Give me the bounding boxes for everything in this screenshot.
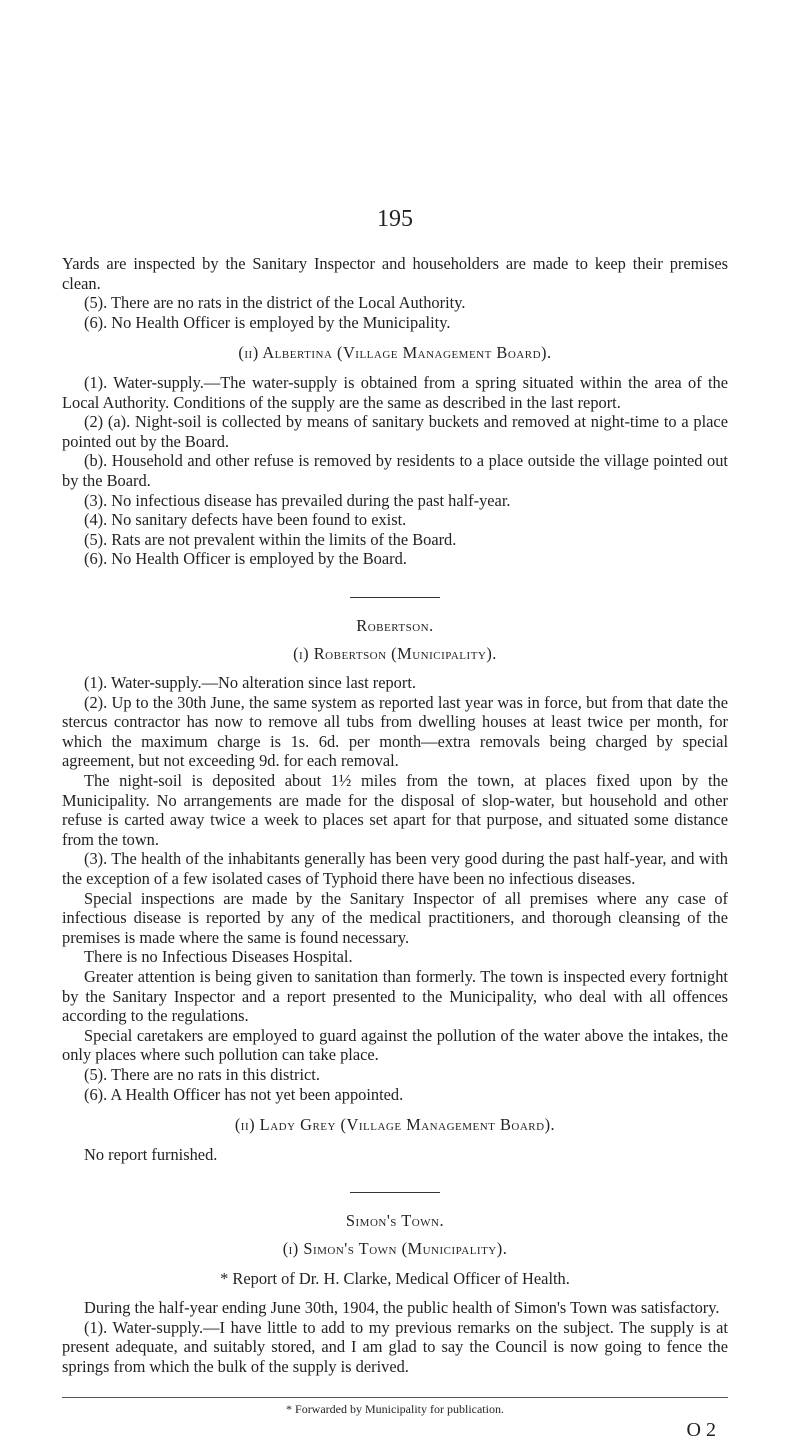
paragraph: (1). Water-supply.—The water-supply is obtained from a spring situated within the area of the Local Authority. Conditions of the supply are the same as described in the last report. [62,372,728,412]
town-heading-robertson: Robertson. [356,615,434,635]
section-heading-lady-grey: (ii) Lady Grey (Village Management Board). [234,1115,556,1135]
simons-town-section [62,1298,728,1376]
section-heading-albertina: (ii) Albertina (Village Management Board). [238,343,552,363]
paragraph: There is no Infectious Diseases Hospital. [84,947,353,967]
paragraph: (6). A Health Officer has not yet been appointed. [84,1084,404,1104]
paragraph: (6). No Health Officer is employed by the Municipality. [84,312,451,332]
footnote-divider [62,1397,728,1398]
paragraph: During the half-year ending June 30th, 1904, the public health of Simon's Town was satisfactory. [84,1298,720,1318]
paragraph: (1). Water-supply.—No alteration since last report. [84,673,416,693]
paragraph: (4). No sanitary defects have been found to exist. [84,510,407,530]
paragraph: (3). No infectious disease has prevailed during the past half-year. [84,490,511,510]
paragraph: Yards are inspected by the Sanitary Inspector and householders are made to keep their premises clean. [62,254,728,293]
paragraph: (5). Rats are not prevalent within the limits of the Board. [84,529,457,549]
paragraph: No report furnished. [84,1144,218,1164]
town-heading-simons-town: Simon's Town. [345,1211,445,1231]
paragraph: (5). There are no rats in the district of the Local Authority. [84,293,466,313]
section-divider [350,597,440,598]
paragraph: Special inspections are made by the Sanitary Inspector of all premises where any case of infectious disease is reported by any of the medical practitioners, and thorough cleansing of the premises is made where the same is found necessary. [62,888,728,947]
lady-grey-section [62,1145,728,1165]
paragraph: The night-soil is deposited about 1½ miles from the town, at places fixed upon by the Municipality. No arrangements are made for the disposal of slop-water, but household and other refuse is carted away twice a week to places set apart for that purpose, and situated some distance from the town. [62,771,728,849]
signature-mark: O 2 [686,1418,716,1441]
paragraph: Greater attention is being given to sanitation than formerly. The town is inspected every fortnight by the Sanitary Inspector and a report presented to the Municipality, who deal with all offences according to the regulations. [62,967,728,1026]
paragraph: (3). The health of the inhabitants generally has been very good during the past half-year, and with the exception of a few isolated cases of Typhoid there have been no infectious diseases. [62,849,728,889]
footnote: * Forwarded by Municipality for publication. [286,1401,504,1416]
robertson-section [62,673,728,1104]
intro-section [62,254,728,332]
section-heading-simons-town: (i) Simon's Town (Municipality). [282,1238,508,1258]
paragraph: (b). Household and other refuse is removed by residents to a place outside the village pointed out by the Board. [62,451,728,490]
page-number: 195 [377,206,413,232]
albertina-section [62,373,728,569]
paragraph: (5). There are no rats in this district. [84,1064,320,1084]
paragraph: (2) (a). Night-soil is collected by means of sanitary buckets and removed at night-time to a place pointed out by the Board. [62,412,728,451]
paragraph: (2). Up to the 30th June, the same system as reported last year was in force, but from that date the stercus contractor has now to remove all tubs from dwelling houses at least twice per month, for which the maximum charge is 1s. 6d. per month—extra removals being charged by special agreement, but not exceeding 9d. for each removal. [62,692,728,771]
section-heading-robertson: (i) Robertson (Municipality). [293,643,497,663]
paragraph: Special caretakers are employed to guard against the pollution of the water above the intakes, the only places where such pollution can take place. [62,1025,728,1065]
section-divider [350,1192,440,1193]
report-title: * Report of Dr. H. Clarke, Medical Officer of Health. [220,1268,570,1288]
paragraph: (1). Water-supply.—I have little to add to my previous remarks on the subject. The supply is at present adequate, and suitably stored, and I am glad to say the Council is now going to fence the springs from which the bulk of the supply is derived. [62,1317,728,1376]
paragraph: (6). No Health Officer is employed by the Board. [84,549,407,569]
